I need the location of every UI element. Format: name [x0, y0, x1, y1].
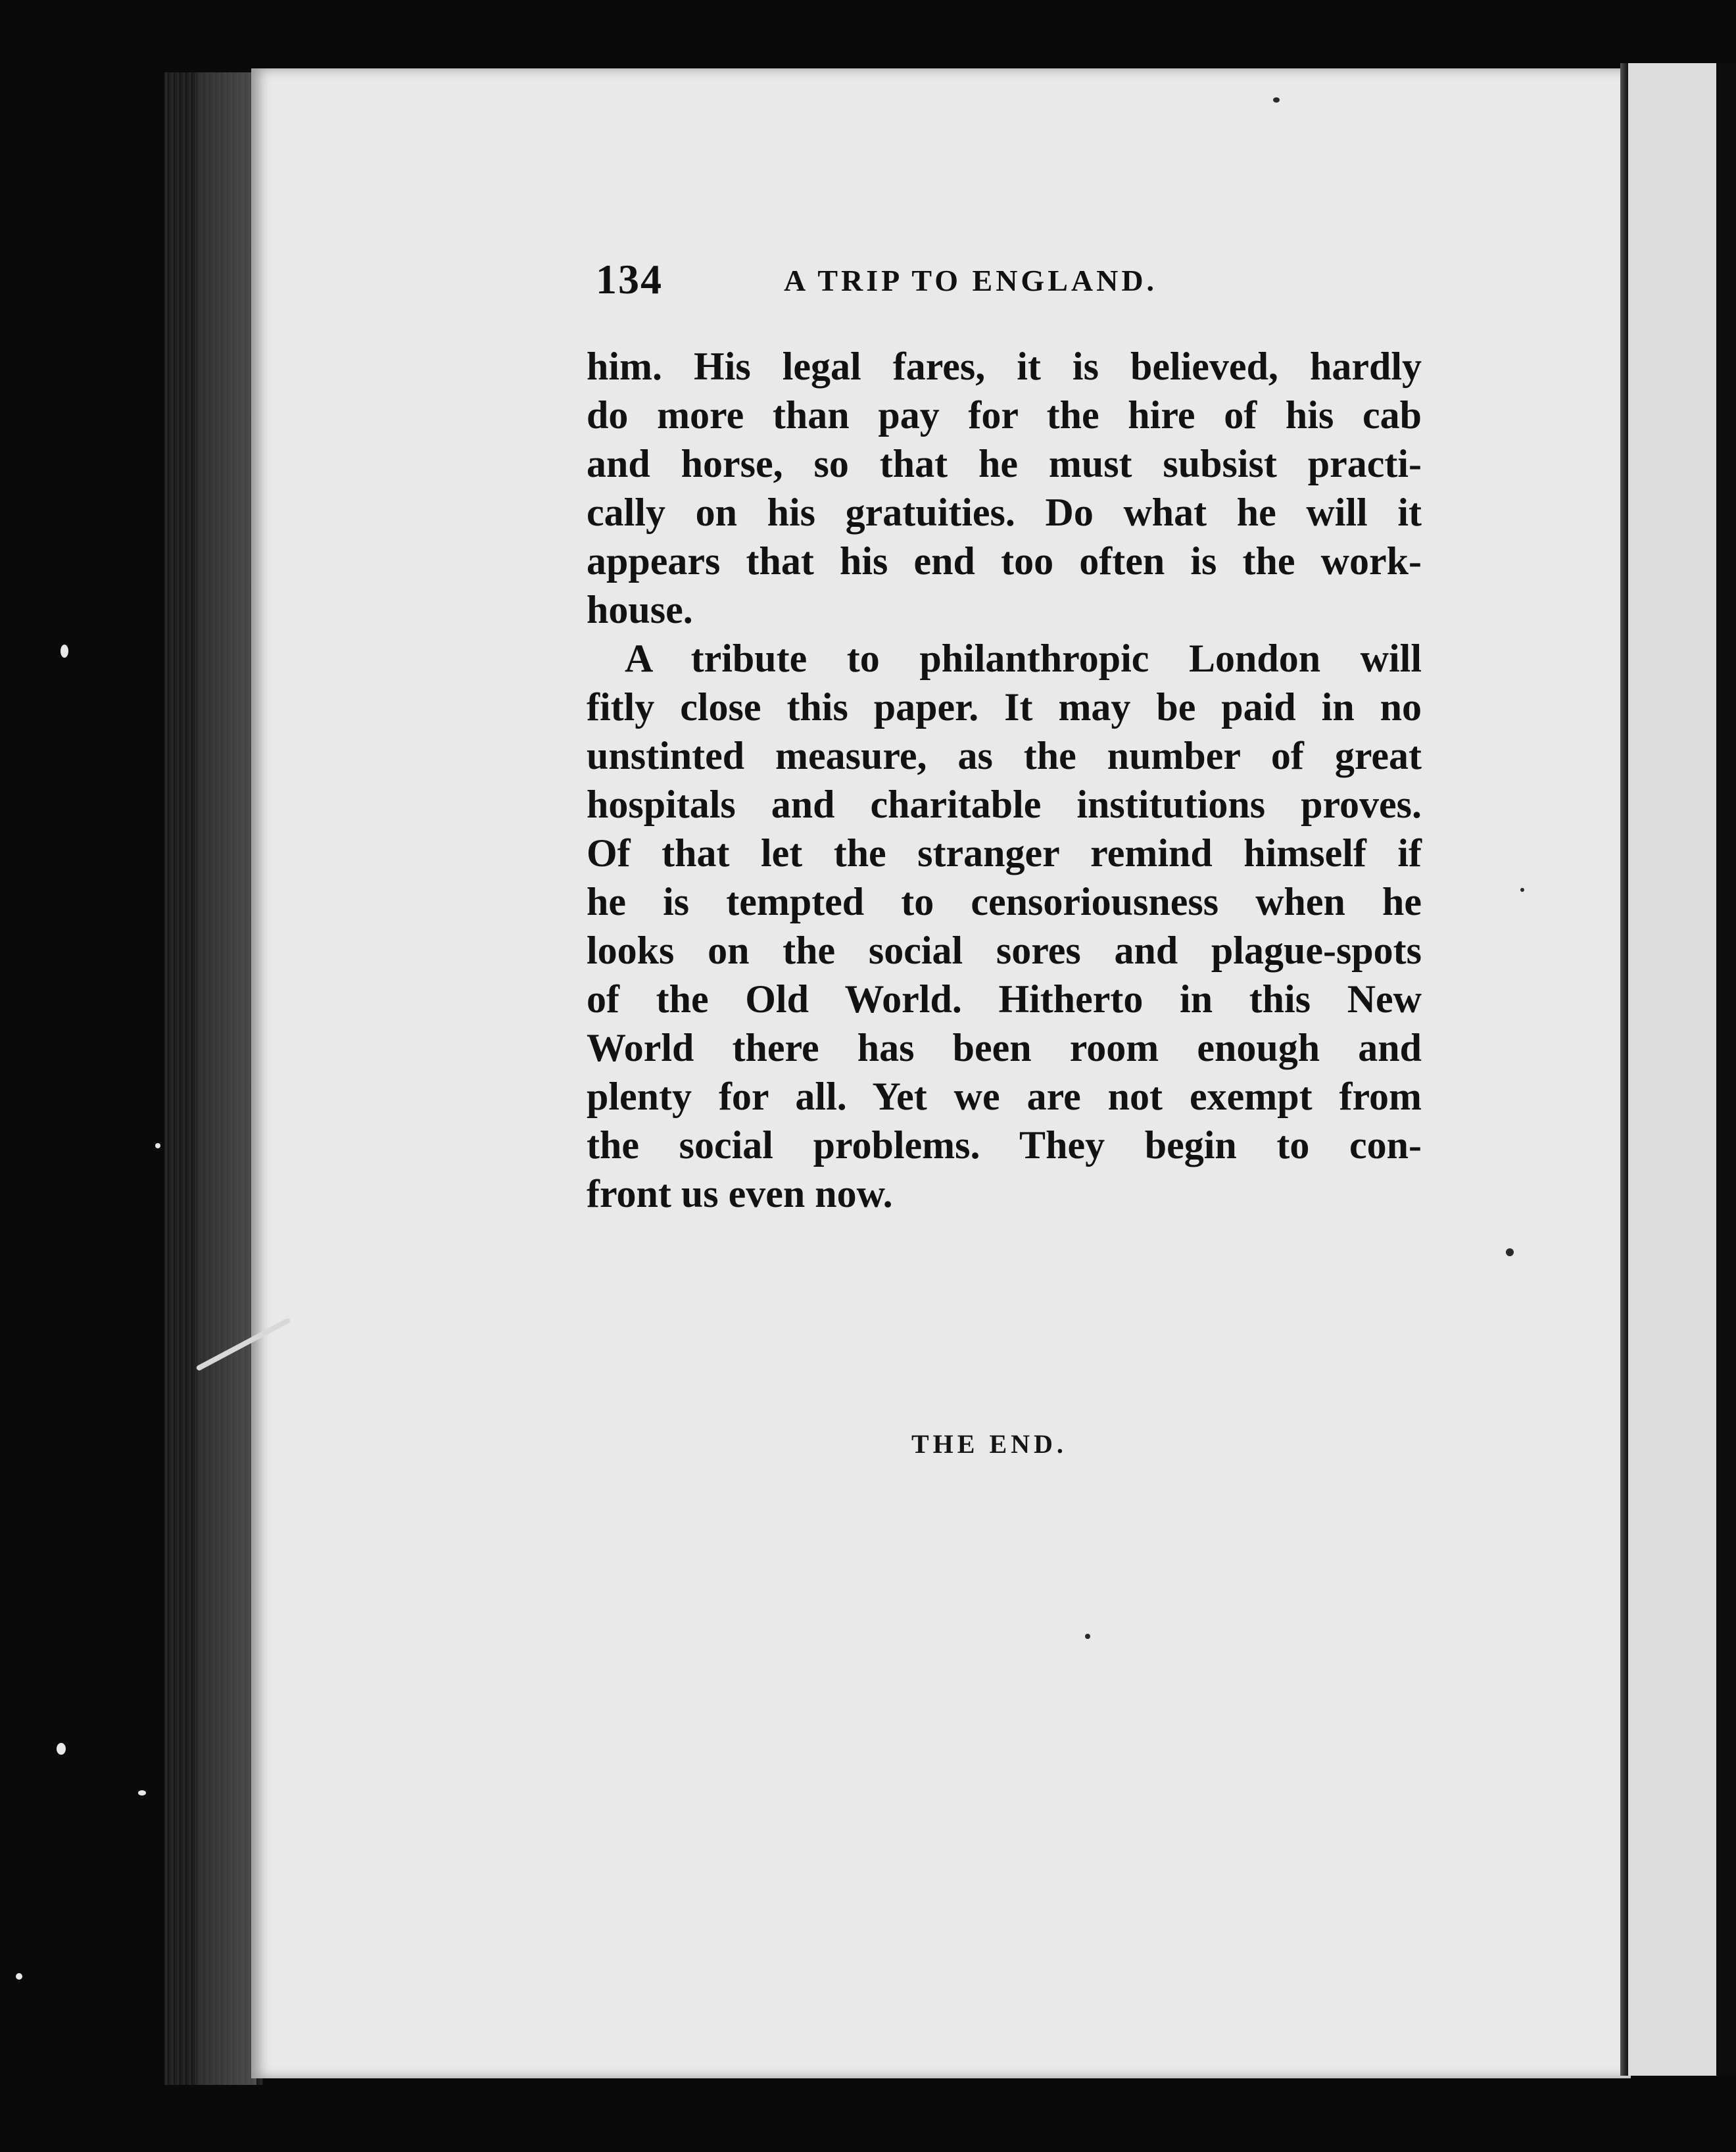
page-number: 134	[596, 256, 663, 303]
the-end-label: THE END.	[911, 1429, 1067, 1459]
text-line: appears that his end too often is the work-	[587, 539, 1422, 583]
text-line: Of that let the stranger remind himself if	[587, 831, 1422, 875]
binding-shadow	[197, 72, 256, 2085]
text-line: he is tempted to censoriousness when he	[587, 880, 1422, 923]
running-head	[596, 255, 1424, 314]
running-title: A TRIP TO ENGLAND.	[784, 264, 1158, 297]
page-speck	[1506, 1248, 1514, 1256]
scan-border-right	[1716, 63, 1736, 2076]
text-line: unstinted measure, as the number of great	[587, 734, 1422, 777]
scan-speck	[57, 1743, 66, 1755]
text-line: do more than pay for the hire of his cab	[587, 393, 1422, 437]
text-line: front us even now.	[587, 1172, 893, 1215]
text-line: World there has been room enough and	[587, 1026, 1422, 1069]
scan-speck	[155, 1143, 160, 1148]
scan-speck	[16, 1973, 22, 1980]
text-line: and horse, so that he must subsist practi-	[587, 442, 1422, 485]
text-line: cally on his gratuities. Do what he will it	[587, 491, 1422, 534]
text-line: hospitals and charitable institutions proves.	[587, 783, 1422, 826]
page-speck	[1085, 1634, 1090, 1639]
text-line: A tribute to philanthropic London will	[625, 637, 1422, 680]
body-text	[587, 342, 1422, 1218]
text-line: him. His legal fares, it is believed, hardly	[587, 345, 1422, 388]
text-line: the social problems. They begin to con-	[587, 1123, 1422, 1167]
page-speck	[1273, 97, 1280, 103]
text-line: plenty for all. Yet we are not exempt from	[587, 1075, 1422, 1118]
page-speck	[1520, 888, 1524, 892]
scan-speck	[60, 645, 68, 658]
text-line: house.	[587, 588, 693, 631]
text-line: fitly close this paper. It may be paid in no	[587, 685, 1422, 729]
text-line: looks on the social sores and plague-spots	[587, 929, 1422, 972]
text-line: of the Old World. Hitherto in this New	[587, 977, 1422, 1021]
scan-speck	[138, 1790, 146, 1796]
